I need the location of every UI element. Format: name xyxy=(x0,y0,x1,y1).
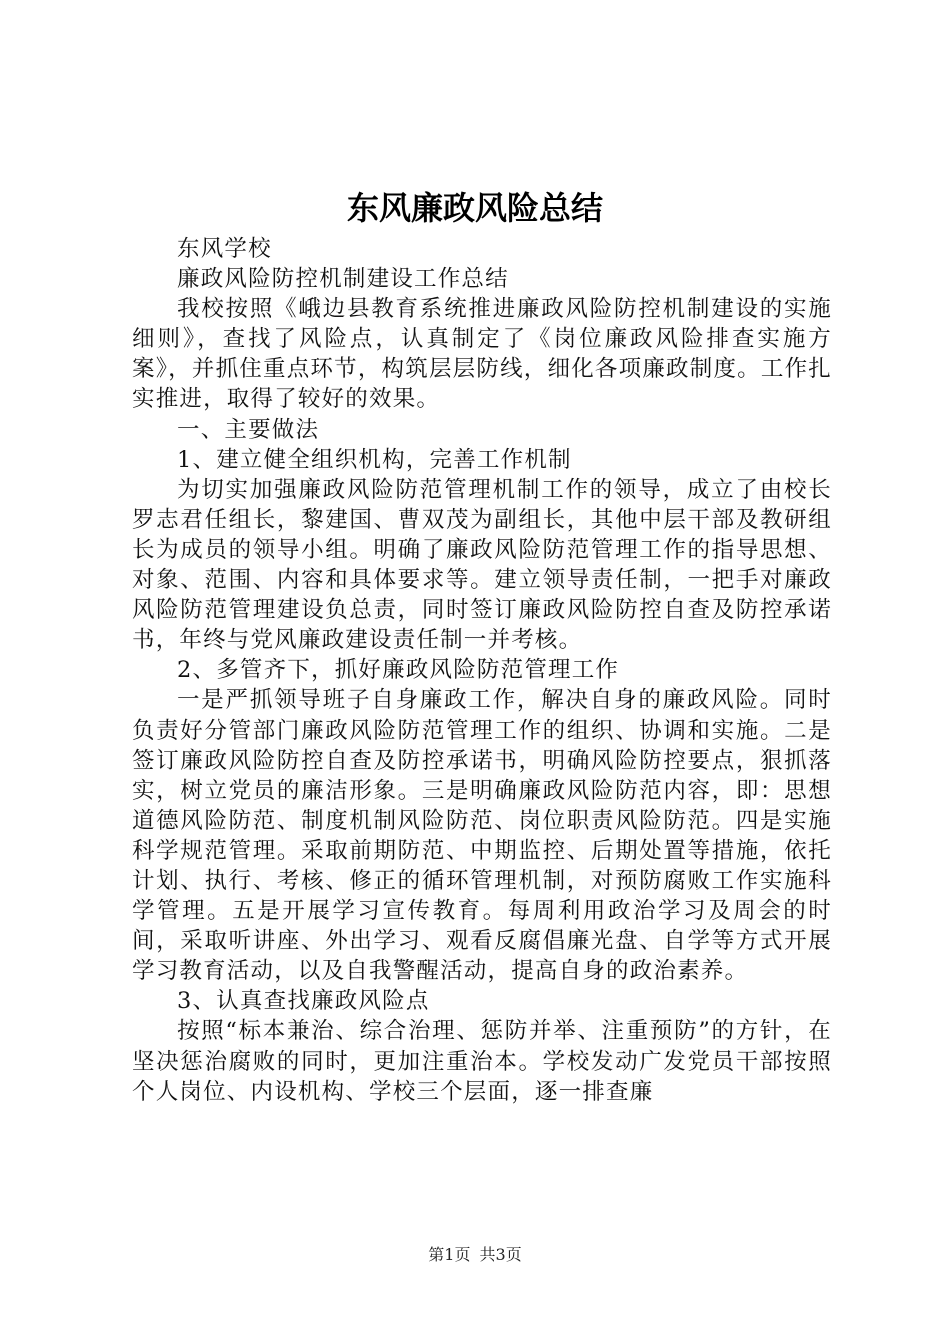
section-heading-main-methods: 一、主要做法 xyxy=(177,416,320,443)
paragraph-intro: 我校按照《峨边县教育系统推进廉政风险防控机制建设的实施细则》，查找了风险点，认真制定了《岗位廉政风险排查实施方案》，并抓住重点环节，构筑层层防线，细化各项廉政制度。工作扎实推进，取得了较好的效果。 xyxy=(132,296,832,413)
subheading-risk-points: 3、认真查找廉政风险点 xyxy=(177,988,430,1015)
paragraph-subtitle: 廉政风险防控机制建设工作总结 xyxy=(177,266,509,293)
page-total: 共3页 xyxy=(479,1245,522,1264)
paragraph-management: 一是严抓领导班子自身廉政工作，解决自身的廉政风险。同时负责好分管部门廉政风险防范管理工作的组织、协调和实施。二是签订廉政风险防控自查及防控承诺书，明确风险防控要点，狠抓落实，树立党员的廉洁形象。三是明确廉政风险防范内容，即：思想道德风险防范、制度机制风险防范、岗位职责风险防范。四是实施科学规范管理。采取前期防范、中期监控、后期处置等措施，依托计划、执行、考核、修正的循环管理机制，对预防腐败工作实施科学管理。五是开展学习宣传教育。每周利用政治学习及周会的时间，采取听讲座、外出学习、观看反腐倡廉光盘、自学等方式开展学习教育活动，以及自我警醒活动，提高自身的政治素养。 xyxy=(132,687,832,985)
subheading-management: 2、多管齐下，抓好廉政风险防范管理工作 xyxy=(177,657,620,684)
subheading-organization: 1、建立健全组织机构，完善工作机制 xyxy=(177,446,572,473)
document-title: 东风廉政风险总结 xyxy=(346,189,603,227)
paragraph-organization: 为切实加强廉政风险防范管理机制工作的领导，成立了由校长罗志君任组长，黎建国、曹双茂为副组长，其他中层干部及教研组长为成员的领导小组。明确了廉政风险防范管理工作的指导思想、对象、范围、内容和具体要求等。建立领导责任制，一把手对廉政风险防范管理建设负总责，同时签订廉政风险防控自查及防控承诺书，年终与党风廉政建设责任制一并考核。 xyxy=(132,476,832,654)
document-body xyxy=(132,234,832,1107)
page-footer xyxy=(0,1244,950,1266)
paragraph-school-name: 东风学校 xyxy=(177,236,272,262)
page-number: 第1页 xyxy=(428,1245,471,1264)
paragraph-risk-points: 按照“标本兼治、综合治理、惩防并举、注重预防”的方针，在坚决惩治腐败的同时，更加注重治本。学校发动广发党员干部按照个人岗位、内设机构、学校三个层面，逐一排查廉 xyxy=(132,1018,832,1105)
